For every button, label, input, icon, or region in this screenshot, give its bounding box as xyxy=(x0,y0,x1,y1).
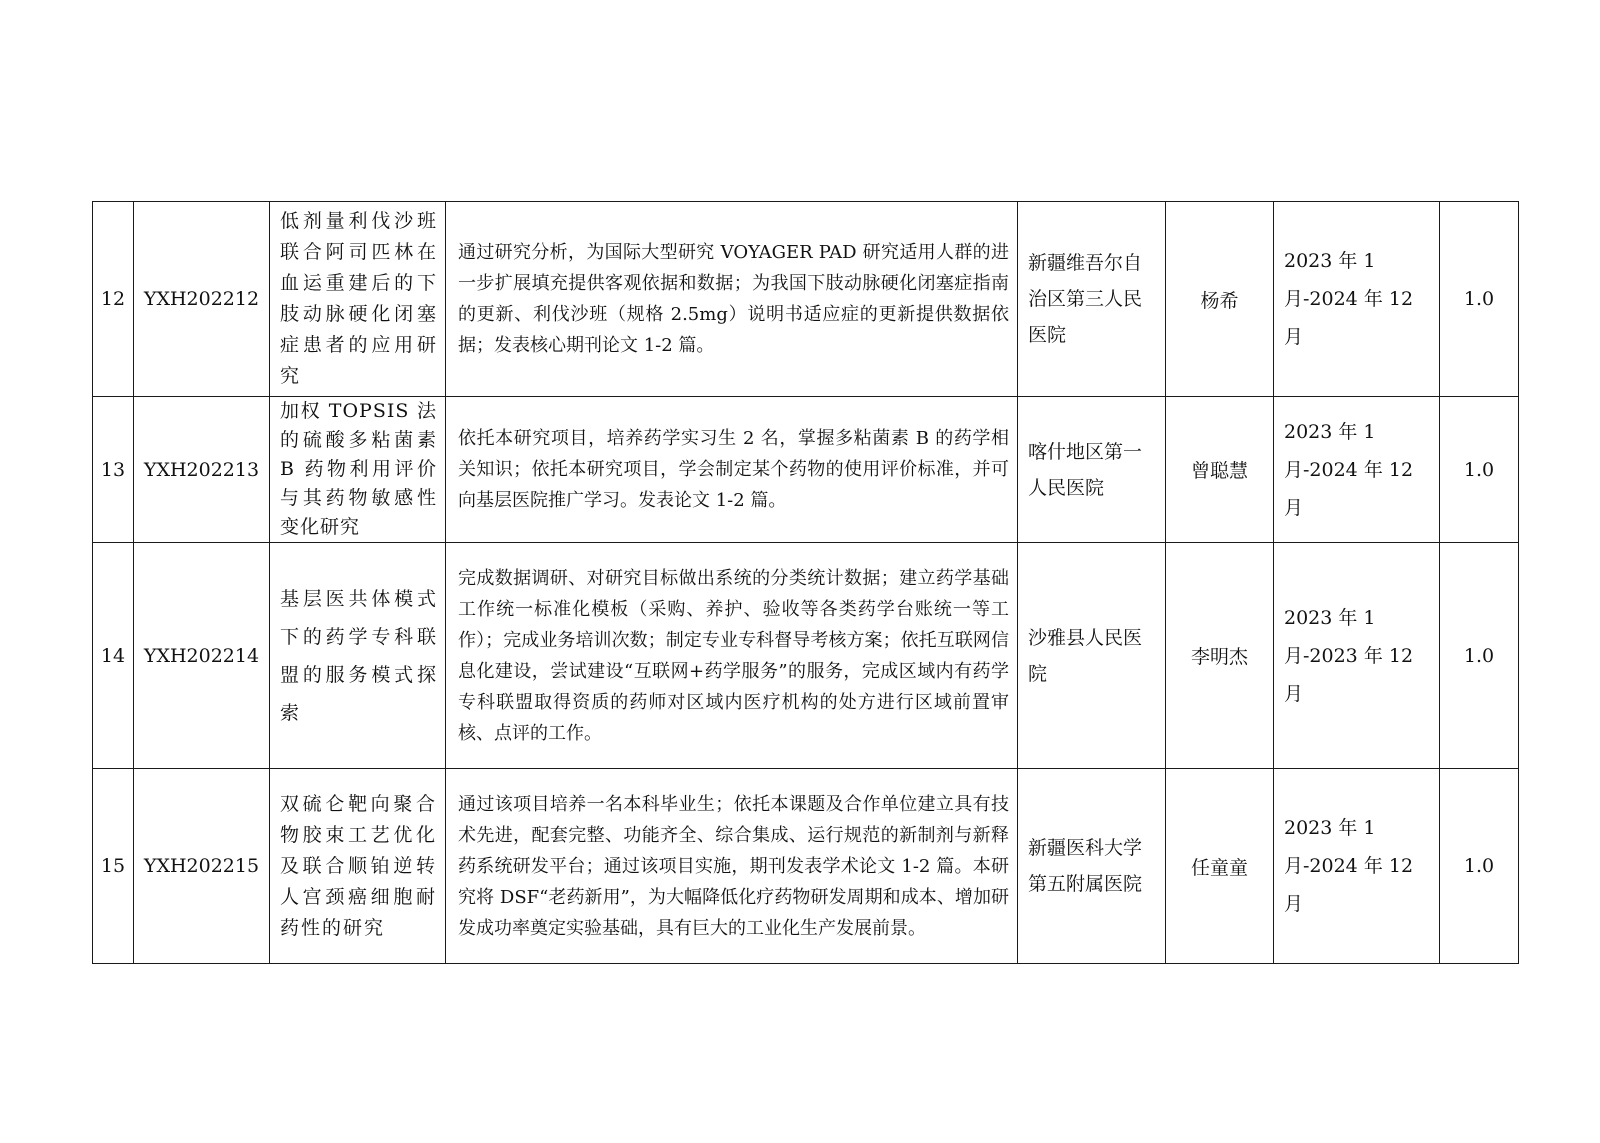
funding-amount: 1.0 xyxy=(1440,543,1519,769)
project-table xyxy=(92,201,1519,964)
project-leader: 李明杰 xyxy=(1166,543,1274,769)
project-goals: 依托本研究项目，培养药学实习生 2 名，掌握多粘菌素 B 的药学相关知识；依托本研究项目，学会制定某个药物的使用评价标准，并可向基层医院推广学习。发表论文 1-2 篇。 xyxy=(458,428,1009,511)
project-period: 2023 年 1 月-2024 年 12 月 xyxy=(1274,397,1440,543)
funding-amount: 1.0 xyxy=(1440,202,1519,397)
project-leader: 杨希 xyxy=(1166,202,1274,397)
project-goals-cell xyxy=(446,202,1018,397)
project-title-cell xyxy=(270,202,446,397)
row-number: 15 xyxy=(93,769,134,964)
table-row xyxy=(93,397,1519,543)
project-code: YXH202215 xyxy=(134,769,270,964)
project-title-cell xyxy=(270,769,446,964)
project-title: 加权 TOPSIS 法的硫酸多粘菌素 B 药物利用评价与其药物敏感性变化研究 xyxy=(280,400,437,538)
institution-cell xyxy=(1018,397,1166,543)
project-title: 双硫仑靶向聚合物胶束工艺优化及联合顺铂逆转人宫颈癌细胞耐药性的研究 xyxy=(280,792,437,939)
row-number: 13 xyxy=(93,397,134,543)
project-leader: 任童童 xyxy=(1166,769,1274,964)
project-code: YXH202212 xyxy=(134,202,270,397)
institution-cell xyxy=(1018,769,1166,964)
project-goals-cell xyxy=(446,769,1018,964)
project-code: YXH202213 xyxy=(134,397,270,543)
project-title: 低剂量利伐沙班联合阿司匹林在血运重建后的下肢动脉硬化闭塞症患者的应用研究 xyxy=(280,210,437,387)
project-code: YXH202214 xyxy=(134,543,270,769)
project-title-cell xyxy=(270,397,446,543)
project-period: 2023 年 1 月-2024 年 12 月 xyxy=(1274,202,1440,397)
project-period: 2023 年 1 月-2024 年 12 月 xyxy=(1274,769,1440,964)
institution: 喀什地区第一人民医院 xyxy=(1028,440,1143,499)
table-row xyxy=(93,202,1519,397)
row-number: 12 xyxy=(93,202,134,397)
project-title: 基层医共体模式下的药学专科联盟的服务模式探索 xyxy=(280,587,437,724)
project-leader: 曾聪慧 xyxy=(1166,397,1274,543)
row-number: 14 xyxy=(93,543,134,769)
funding-amount: 1.0 xyxy=(1440,397,1519,543)
table-row xyxy=(93,543,1519,769)
project-goals: 通过该项目培养一名本科毕业生；依托本课题及合作单位建立具有技术先进，配套完整、功能齐全、综合集成、运行规范的新制剂与新释药系统研发平台；通过该项目实施，期刊发表学术论文 1-2 篇。本研究将 DSF“老药新用”，为大幅降低化疗药物研发周期和成本、增加研发成功率奠定实验基础，具有巨大的工业化生产发展前景。 xyxy=(458,793,1009,939)
institution: 新疆医科大学第五附属医院 xyxy=(1028,837,1143,895)
funding-amount: 1.0 xyxy=(1440,769,1519,964)
institution: 沙雅县人民医院 xyxy=(1028,626,1143,685)
institution: 新疆维吾尔自治区第三人民医院 xyxy=(1028,252,1143,346)
project-goals-cell xyxy=(446,543,1018,769)
table-row xyxy=(93,769,1519,964)
project-title-cell xyxy=(270,543,446,769)
institution-cell xyxy=(1018,202,1166,397)
project-goals: 通过研究分析，为国际大型研究 VOYAGER PAD 研究适用人群的进一步扩展填充提供客观依据和数据；为我国下肢动脉硬化闭塞症指南的更新、利伐沙班（规格 2.5mg）说明书适应症的更新提供数据依据；发表核心期刊论文 1-2 篇。 xyxy=(458,242,1009,356)
institution-cell xyxy=(1018,543,1166,769)
project-goals-cell xyxy=(446,397,1018,543)
project-period: 2023 年 1 月-2023 年 12 月 xyxy=(1274,543,1440,769)
project-goals: 完成数据调研、对研究目标做出系统的分类统计数据；建立药学基础工作统一标准化模板（采购、养护、验收等各类药学台账统一等工作）；完成业务培训次数；制定专业专科督导考核方案；依托互联网信息化建设，尝试建设“互联网+药学服务”的服务，完成区域内有药学专科联盟取得资质的药师对区域内医疗机构的处方进行区域前置审核、点评的工作。 xyxy=(458,567,1009,744)
